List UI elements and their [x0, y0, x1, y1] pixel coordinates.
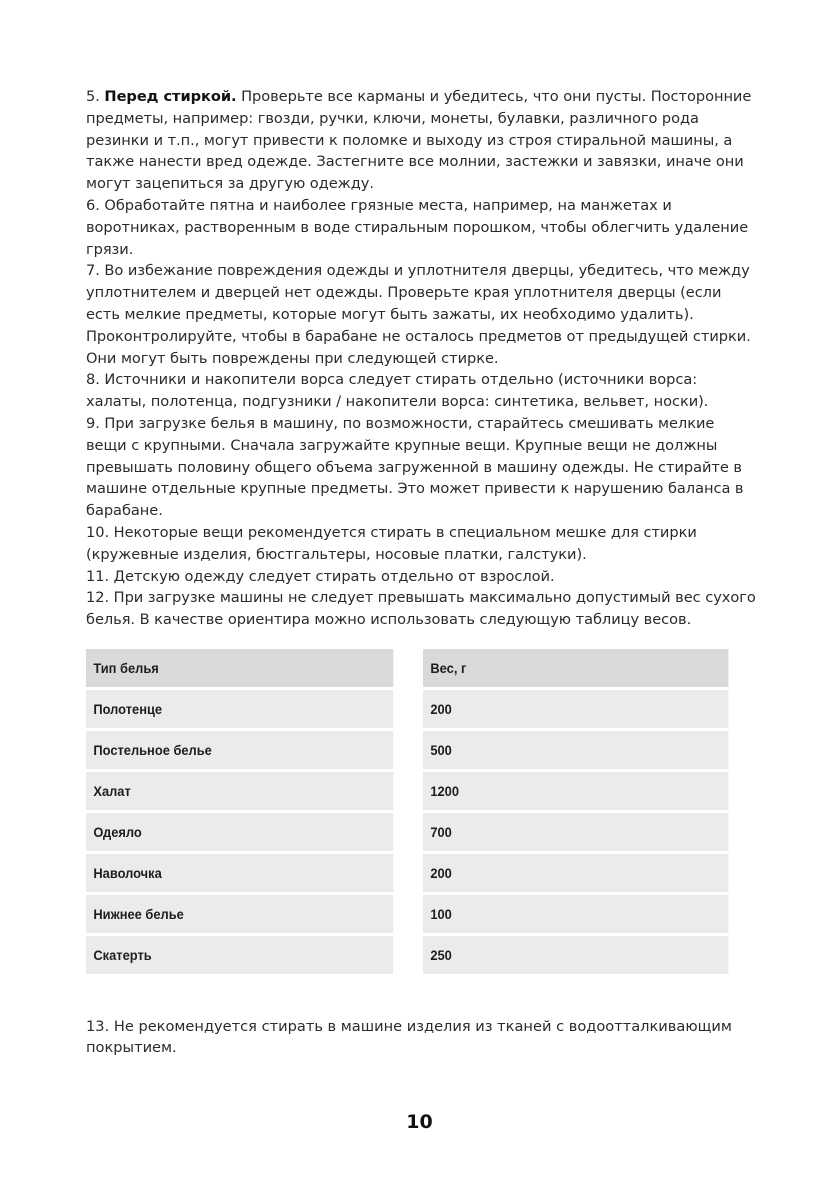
- page-number: 10: [406, 1111, 433, 1133]
- paragraph-8: 8. Источники и накопители ворса следует стирать отдельно (источники ворса: халаты, полотенца, подгузники / накопители ворса: синтетика, вельвет, носки).: [86, 371, 709, 411]
- cell-weight: 200: [423, 854, 728, 892]
- paragraph-9: 9. При загрузке белья в машину, по возможности, старайтесь смешивать мелкие вещи с крупными. Сначала загружайте крупные вещи. Крупные вещи не должны превышать половину общего объема загруженной в машину одежды. Не стирайте в машине отдельные крупные предметы. Это может привести к нарушению баланса в барабане.: [86, 414, 744, 520]
- table-row: [86, 895, 755, 933]
- paragraph-6: 6. Обработайте пятна и наиболее грязные места, например, на манжетах и воротниках, растворенным в воде стиральным порошком, чтобы облегчить удаление грязи.: [86, 196, 749, 258]
- table-row: [86, 936, 755, 974]
- cell-type: Скатерть: [86, 936, 396, 974]
- paragraph-heading: Перед стиркой.: [104, 88, 237, 105]
- cell-weight: 500: [423, 731, 728, 769]
- table-header-row: [86, 649, 755, 687]
- paragraph-7: 7. Во избежание повреждения одежды и уплотнителя дверцы, убедитесь, что между уплотнителем и дверцей нет одежды. Проверьте края уплотнителя дверцы (если есть мелкие предметы, которые могут быть зажаты, их необходимо удалить). Проконтролируйте, чтобы в барабане не осталось предметов от предыдущей стирки. Они могут быть повреждены при следующей стирке.: [86, 262, 751, 367]
- cell-type: Постельное белье: [86, 731, 396, 769]
- cell-type: Халат: [86, 772, 396, 810]
- instructions-text: [86, 86, 758, 631]
- paragraph-5: [86, 86, 758, 195]
- cell-weight: 200: [423, 690, 728, 728]
- cell-type: Полотенце: [86, 690, 396, 728]
- cell-weight: 700: [423, 813, 728, 851]
- cell-weight: 1200: [423, 772, 728, 810]
- cell-weight: 100: [423, 895, 728, 933]
- table-row: [86, 690, 755, 728]
- paragraph-body: Проверьте все карманы и убедитесь, что они пусты. Посторонние предметы, например: гвозди, ручки, ключи, монеты, булавки, различного рода резинки и т.п., могут привести к поломке и выходу из строя стиральной машины, а также нанести вред одежде. Застегните все молнии, застежки и завязки, иначе они могут зацепиться за другую одежду.: [86, 88, 752, 193]
- table-row: [86, 813, 755, 851]
- table-row: [86, 854, 755, 892]
- table-row: [86, 772, 755, 810]
- paragraph-number: 5.: [86, 88, 105, 105]
- cell-type: Наволочка: [86, 854, 396, 892]
- paragraph-10: 10. Некоторые вещи рекомендуется стирать в специальном мешке для стирки (кружевные изделия, бюстгальтеры, носовые платки, галстуки).: [86, 523, 697, 563]
- cell-type: Нижнее белье: [86, 895, 396, 933]
- paragraph-13: 13. Не рекомендуется стирать в машине изделия из тканей с водоотталкивающим покрытием.: [86, 1017, 732, 1057]
- weight-table: [86, 646, 755, 977]
- paragraph-11: 11. Детскую одежду следует стирать отдельно от взрослой.: [86, 567, 555, 585]
- header-type: Тип белья: [86, 649, 396, 687]
- header-weight: Вес, г: [423, 649, 728, 687]
- paragraph-12: 12. При загрузке машины не следует превышать максимально допустимый вес сухого белья. В качестве ориентира можно использовать следующую таблицу весов.: [86, 589, 756, 629]
- cell-weight: 250: [423, 936, 728, 974]
- table-row: [86, 731, 755, 769]
- cell-type: Одеяло: [86, 813, 396, 851]
